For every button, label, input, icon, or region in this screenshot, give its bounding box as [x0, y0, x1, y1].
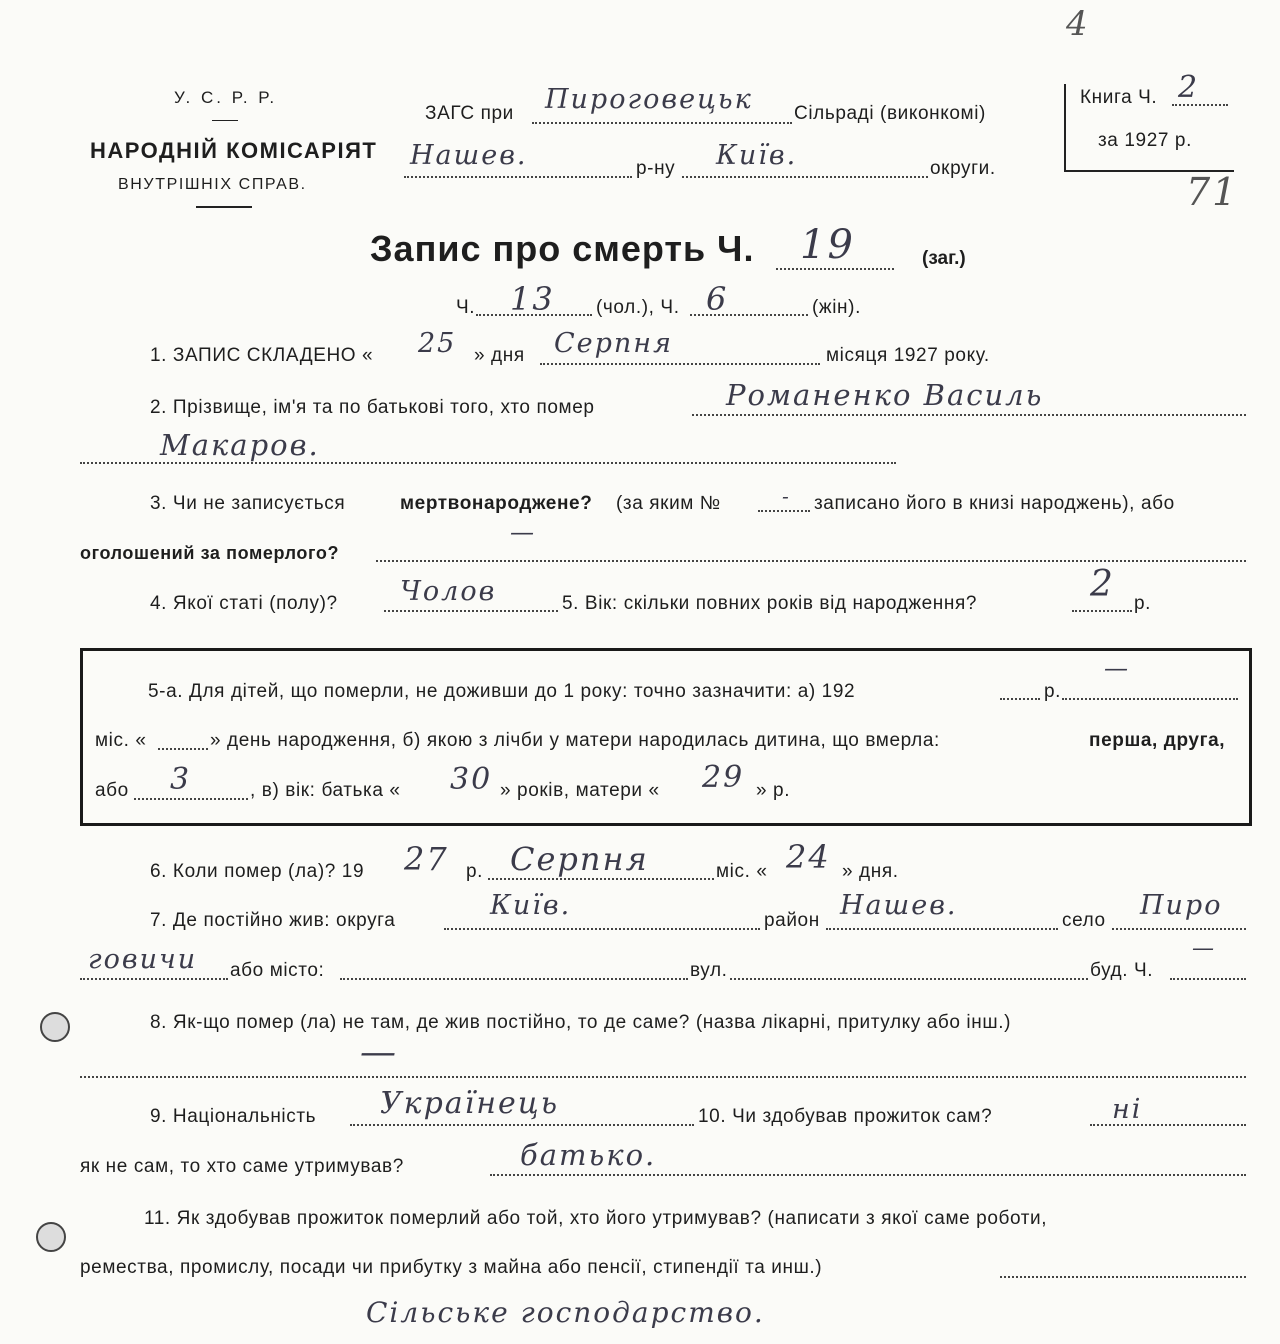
father-age: 30: [450, 762, 493, 797]
female-number: 6: [706, 280, 729, 318]
item5a-line3c: » р.: [756, 780, 791, 801]
commissariat-label: НАРОДНІЙ КОМІСАРІЯТ: [90, 138, 378, 163]
item7-selo2: говичи: [88, 944, 198, 975]
item6-year: 27: [404, 840, 449, 878]
item1-day: 25: [418, 328, 457, 359]
item5a-mis: міс. «: [95, 730, 147, 751]
dotted-line: [384, 610, 558, 612]
male-number: 13: [510, 280, 555, 318]
dotted-line: [488, 878, 714, 880]
item5a-r: р.: [1044, 681, 1062, 702]
item5a-abo: або: [95, 780, 129, 801]
dotted-line: [404, 176, 632, 178]
dotted-line: [158, 748, 208, 750]
dept-label: ВНУТРІШНІХ СПРАВ.: [118, 176, 307, 193]
item5a-line2: » день народження, б) якою з лічби у матери народилась дитина, що вмерла:: [210, 730, 940, 751]
dotted-line: [444, 928, 760, 930]
item11-line2: ремества, промислу, посади чи прибутку з майна або пенсії, стипендії та инш.): [80, 1257, 823, 1278]
item6-r: р.: [466, 861, 484, 882]
item11-value: Сільське господарство.: [366, 1296, 765, 1329]
item3-value: —: [510, 518, 536, 546]
form-title: Запис про смерть Ч.: [370, 228, 755, 269]
item6-mis: міс. «: [716, 861, 768, 882]
dotted-line: [1000, 698, 1040, 700]
binder-hole: [40, 1012, 70, 1042]
dotted-line: [1000, 1276, 1246, 1278]
divider: [212, 120, 238, 121]
item7-selo1: Пиро: [1140, 890, 1223, 921]
dotted-line: [730, 978, 1088, 980]
corner-note: 4: [1066, 4, 1090, 44]
item10-label: 10. Чи здобував прожиток сам?: [698, 1106, 993, 1127]
zags-prefix: ЗАГС при: [425, 103, 514, 124]
dotted-line: [532, 122, 792, 124]
dotted-line: [80, 978, 228, 980]
item7-label: 7. Де постійно жив: округа: [150, 910, 396, 931]
item4-value: Чолов: [400, 576, 497, 607]
dotted-line: [1062, 698, 1238, 700]
dotted-line: [692, 414, 1246, 416]
raion-value: Нашев.: [410, 140, 528, 171]
item7-raion-label: район: [764, 910, 820, 931]
item3-bold2: оголошений за померлого?: [80, 543, 340, 563]
item6-suffix: » дня.: [842, 861, 899, 882]
dotted-line: [1170, 978, 1246, 980]
item5-label: 5. Вік: скільки повних років від народження?: [562, 593, 978, 614]
dotted-line: [350, 1124, 694, 1126]
item3-num: -: [782, 484, 791, 508]
book-number: 2: [1178, 70, 1200, 105]
item5-value: 2: [1090, 564, 1115, 605]
ch-label: Ч.: [456, 297, 476, 318]
female-label: (жін).: [812, 297, 861, 318]
item10-value2: батько.: [520, 1138, 657, 1172]
item7-misto-label: або місто:: [230, 960, 325, 981]
okruha-value: Київ.: [716, 140, 798, 171]
item5a-bold: перша, друга,: [1089, 730, 1226, 751]
dotted-line: [1172, 104, 1228, 106]
item5a-line1: 5-а. Для дітей, що померли, не доживши до 1 року: точно зазначити: а) 192: [148, 681, 856, 702]
mother-age: 29: [702, 760, 745, 795]
okruha-label: округи.: [930, 158, 996, 179]
item11-line1: 11. Як здобував прожиток померлий або той, хто його утримував? (написати з якої саме роботи,: [144, 1208, 1048, 1229]
book-year: за 1927 р.: [1098, 130, 1192, 151]
item1-month: Серпня: [554, 328, 673, 359]
item5a-order: 3: [170, 762, 192, 797]
zags-value: Пироговецьк: [545, 84, 753, 115]
dotted-line: [134, 798, 248, 800]
item2-value2: Макаров.: [160, 428, 320, 462]
dotted-line: [376, 560, 1246, 562]
item5a-line3b: » років, матери «: [500, 780, 660, 801]
item6-day: 24: [786, 838, 831, 876]
dotted-line: [80, 462, 896, 464]
item9-value: Українець: [380, 1086, 560, 1121]
republic-label: У. С. Р. Р.: [174, 88, 278, 107]
item7-selo-label: село: [1062, 910, 1106, 931]
divider: [196, 206, 252, 208]
item4-label: 4. Якої статі (полу)?: [150, 593, 338, 614]
item3-mid: (за яким №: [616, 493, 721, 514]
binder-hole: [36, 1222, 66, 1252]
item7-raion: Нашев.: [840, 890, 958, 921]
corner-number: 71: [1186, 170, 1239, 214]
dotted-line: [776, 268, 894, 270]
item7-okruha: Київ.: [490, 890, 572, 921]
dotted-line: [540, 363, 820, 365]
item6-month: Серпня: [510, 840, 649, 878]
raion-label: р-ну: [636, 158, 676, 179]
book-label: Книга Ч.: [1080, 87, 1158, 108]
item3-label: 3. Чи не записується: [150, 493, 346, 514]
dotted-line: [80, 1076, 1246, 1078]
item7-bud-label: буд. Ч.: [1090, 960, 1154, 981]
item1-suffix: місяця 1927 року.: [826, 345, 990, 366]
dotted-line: [1072, 610, 1132, 612]
record-number: 19: [800, 222, 855, 268]
item10-label2: як не сам, то хто саме утримував?: [80, 1156, 404, 1177]
item3-tail: записано його в книзі народжень), або: [814, 493, 1175, 514]
item10-value: ні: [1112, 1094, 1143, 1125]
item1-label: 1. ЗАПИС СКЛАДЕНО «: [150, 345, 374, 366]
item8-value: —: [360, 1032, 398, 1073]
item9-label: 9. Національність: [150, 1106, 317, 1127]
zags-suffix: Сільраді (виконкомі): [794, 103, 986, 124]
dotted-line: [1112, 928, 1246, 930]
dotted-line: [758, 510, 810, 512]
item2-value1: Романенко Василь: [726, 378, 1044, 412]
item7-vul-label: вул.: [690, 960, 728, 981]
item7-bud-dash: —: [1192, 936, 1216, 961]
male-label: (чол.), Ч.: [596, 297, 680, 318]
dotted-line: [490, 1174, 1246, 1176]
item5a-line3a: , в) вік: батька «: [250, 780, 401, 801]
dotted-line: [340, 978, 688, 980]
item5a-dash: —: [1104, 654, 1130, 682]
title-suffix: (заг.): [922, 248, 966, 269]
item1-mid: » дня: [474, 345, 525, 366]
item8-label: 8. Як-що помер (ла) не там, де жив постійно, то де саме? (назва лікарні, притулку або інш.): [150, 1012, 1011, 1033]
item3-bold1: мертвонароджене?: [400, 493, 593, 514]
dotted-line: [682, 176, 928, 178]
item5-suffix: р.: [1134, 593, 1152, 614]
item2-label: 2. Прізвище, ім'я та по батькові того, хто помер: [150, 397, 595, 418]
dotted-line: [826, 928, 1058, 930]
item6-label: 6. Коли помер (ла)? 19: [150, 861, 365, 882]
